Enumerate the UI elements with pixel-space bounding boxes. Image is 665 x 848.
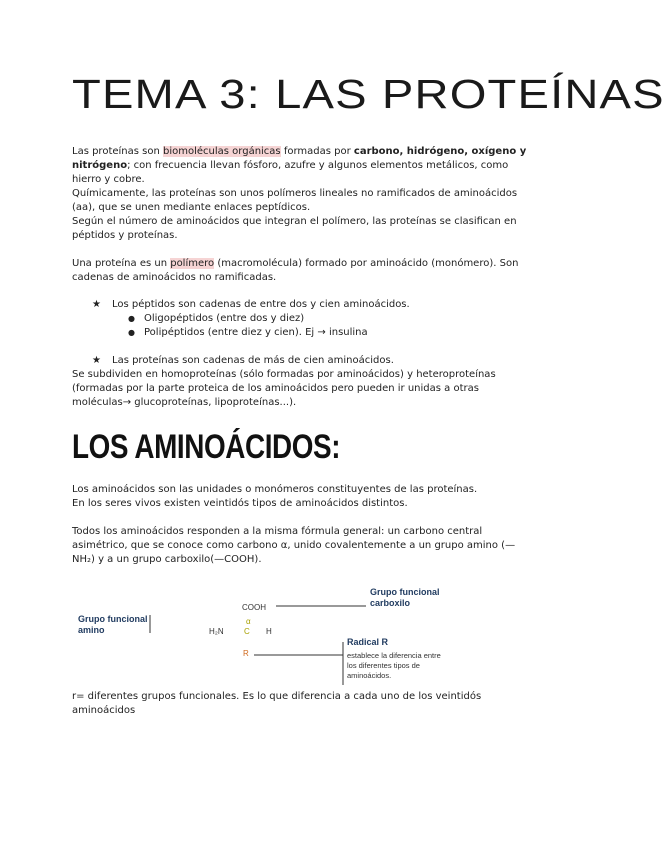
list-subitem-text: Oligopéptidos (entre dos y diez) [144,313,305,324]
cooh-group: COOH [242,603,266,612]
bold-elements: carbono, hidrógeno, oxígeno y nitrógeno [72,146,527,172]
intro-paragraph-1 [72,145,532,188]
carboxilo-group-label: Grupo funcional carboxilo [370,587,440,608]
subdivide-paragraph: Se subdividen en homoproteínas (sólo formadas por aminoácidos) y heteroproteínas (formadas por la parte proteica de los aminoácidos pero pueden ir unidas a otras moléculas→ glucoproteínas, lipoproteínas...). [72,369,496,409]
aminoacidos-paragraph-3: Todos los aminoácidos responden a la misma fórmula general: un carbono central asimétrico, que se conoce como carbono α, unido covalentemente a un grupo amino (—NH₂) y a un grupo carboxilo(—COOH). [72,526,516,566]
star-icon: ★ [92,355,101,366]
polimero-paragraph [72,257,532,285]
radical-r: R [243,649,249,658]
amino-group-label: Grupo funcional amino [78,614,148,635]
polimero-text: Una proteína es un [72,258,171,269]
list-item-proteinas [92,354,394,368]
bullet-dot-icon: ● [128,328,135,337]
list-subitem-polipeptidos [128,326,368,340]
intro-text: formadas por [280,146,354,157]
aminoacidos-paragraph-1: Los aminoácidos son las unidades o monómeros constituyentes de las proteínas. [72,484,478,495]
intro-text: Las proteínas son [72,146,163,157]
radical-label: Radical R [347,637,389,647]
list-item-peptidos [92,298,410,312]
h2n-group: H₂N [209,627,224,636]
list-item-text: Los péptidos son cadenas de entre dos y cien aminoácidos. [112,299,410,310]
central-carbon: C [244,627,250,636]
highlight-biomoleculas: biomoléculas orgánicas [163,146,281,157]
section-heading-aminoacidos: LOS AMINOÁCIDOS: [72,428,341,466]
intro-paragraph-3: Según el número de aminoácidos que integran el polímero, las proteínas se clasifican en péptidos y proteínas. [72,216,517,242]
radical-note: establece la diferencia entre los diferentes tipos de aminoácidos. [347,651,441,680]
page-title: TEMA 3: LAS PROTEÍNAS [72,71,665,117]
polimero-text: (macromolécula) formado por aminoácido (monómero). Son cadenas de aminoácidos no ramificadas. [72,258,519,284]
intro-text: ; con frecuencia llevan fósforo, azufre y algunos elementos metálicos, como hierro y cobre. [72,160,509,186]
hydrogen-atom: H [266,627,272,636]
list-item-text: Las proteínas son cadenas de más de cien aminoácidos. [112,355,394,366]
bullet-dot-icon: ● [128,314,135,323]
alpha-symbol: α [246,617,251,626]
list-subitem-text: Polipéptidos (entre diez y cien). Ej → insulina [144,327,368,338]
star-icon: ★ [92,299,101,310]
intro-paragraph-2: Químicamente, las proteínas son unos polímeros lineales no ramificados de aminoácidos (aa), que se unen mediante enlaces peptídicos. [72,188,518,214]
r-definition-paragraph: r= diferentes grupos funcionales. Es lo que diferencia a cada uno de los veintidós aminoácidos [72,691,482,717]
aminoacidos-paragraph-2: En los seres vivos existen veintidós tipos de aminoácidos distintos. [72,498,408,509]
highlight-polimero: polímero [170,258,215,269]
list-subitem-oligopeptidos [128,312,304,326]
